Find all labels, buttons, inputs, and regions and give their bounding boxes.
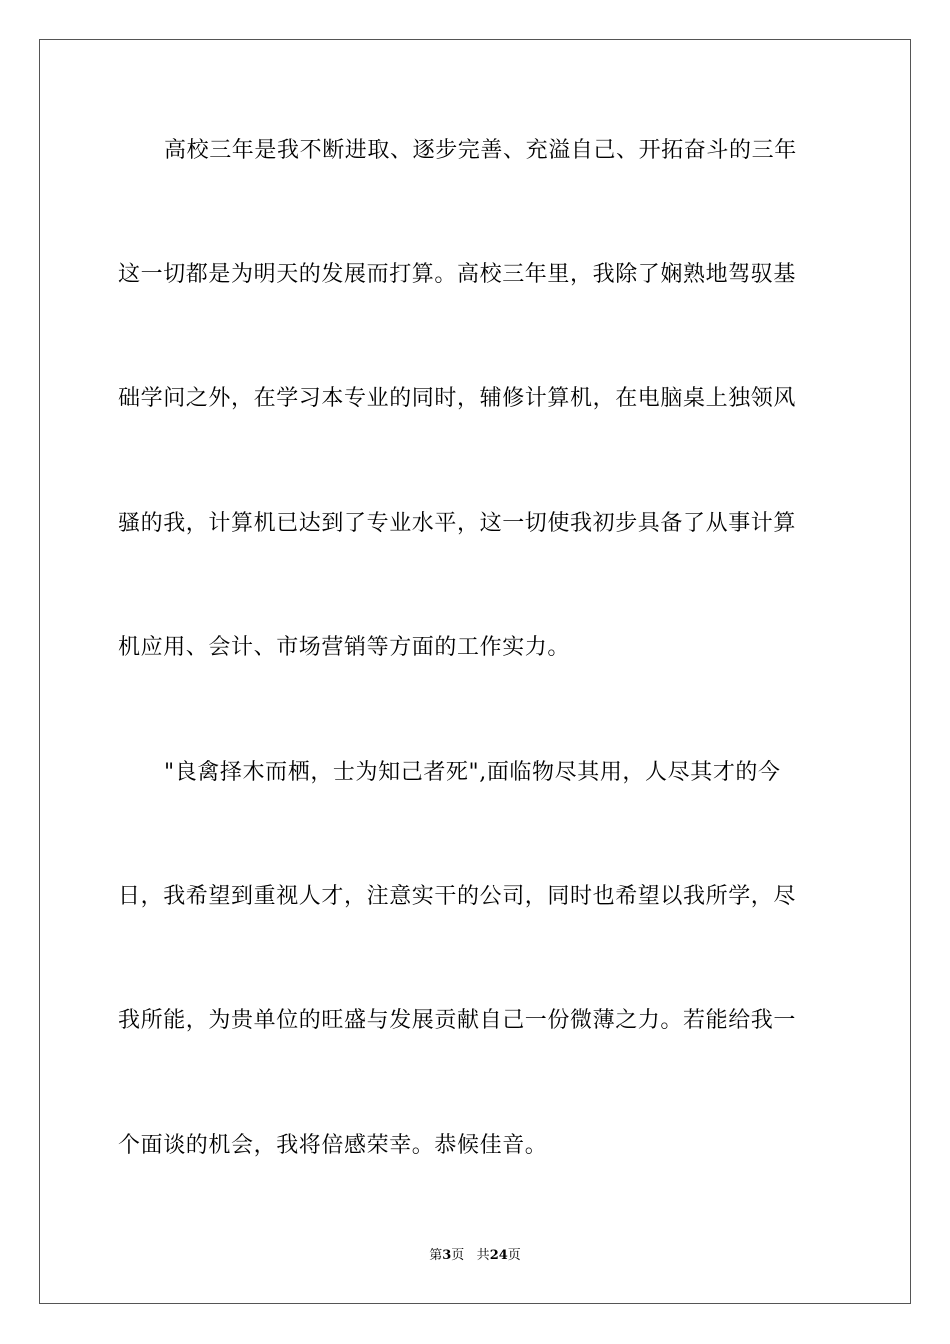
footer-prefix: 第: [429, 1248, 443, 1263]
footer-total-prefix: 共: [476, 1248, 490, 1263]
current-page-number: 3: [442, 1248, 452, 1263]
footer-total-suffix: 页: [507, 1248, 521, 1263]
page-frame: [39, 39, 911, 1304]
paragraph-2-line-2: 日，我希望到重视人才，注意实干的公司，同时也希望以我所学，尽: [118, 884, 797, 909]
paragraph-2-line-1: "良禽择木而栖，士为知己者死",面临物尽其用，人尽其才的今: [164, 760, 781, 785]
paragraph-1-line-1: 高校三年是我不断进取、逐步完善、充溢自己、开拓奋斗的三年: [164, 138, 797, 163]
paragraph-1-line-2: 这一切都是为明天的发展而打算。高校三年里，我除了娴熟地驾驭基: [118, 262, 797, 287]
paragraph-2-line-3: 我所能，为贵单位的旺盛与发展贡献自己一份微薄之力。若能给我一: [118, 1008, 797, 1033]
total-page-count: 24: [489, 1248, 508, 1263]
paragraph-1-line-4: 骚的我，计算机已达到了专业水平，这一切使我初步具备了从事计算: [118, 511, 797, 536]
paragraph-2-line-4: 个面谈的机会，我将倍感荣幸。恭候佳音。: [118, 1133, 548, 1158]
page-footer: [0, 1247, 950, 1265]
footer-page-suffix: 页: [451, 1248, 465, 1263]
paragraph-1-line-3: 础学问之外，在学习本专业的同时，辅修计算机，在电脑桌上独领风: [118, 386, 797, 411]
paragraph-1-line-5: 机应用、会计、市场营销等方面的工作实力。: [118, 635, 571, 660]
